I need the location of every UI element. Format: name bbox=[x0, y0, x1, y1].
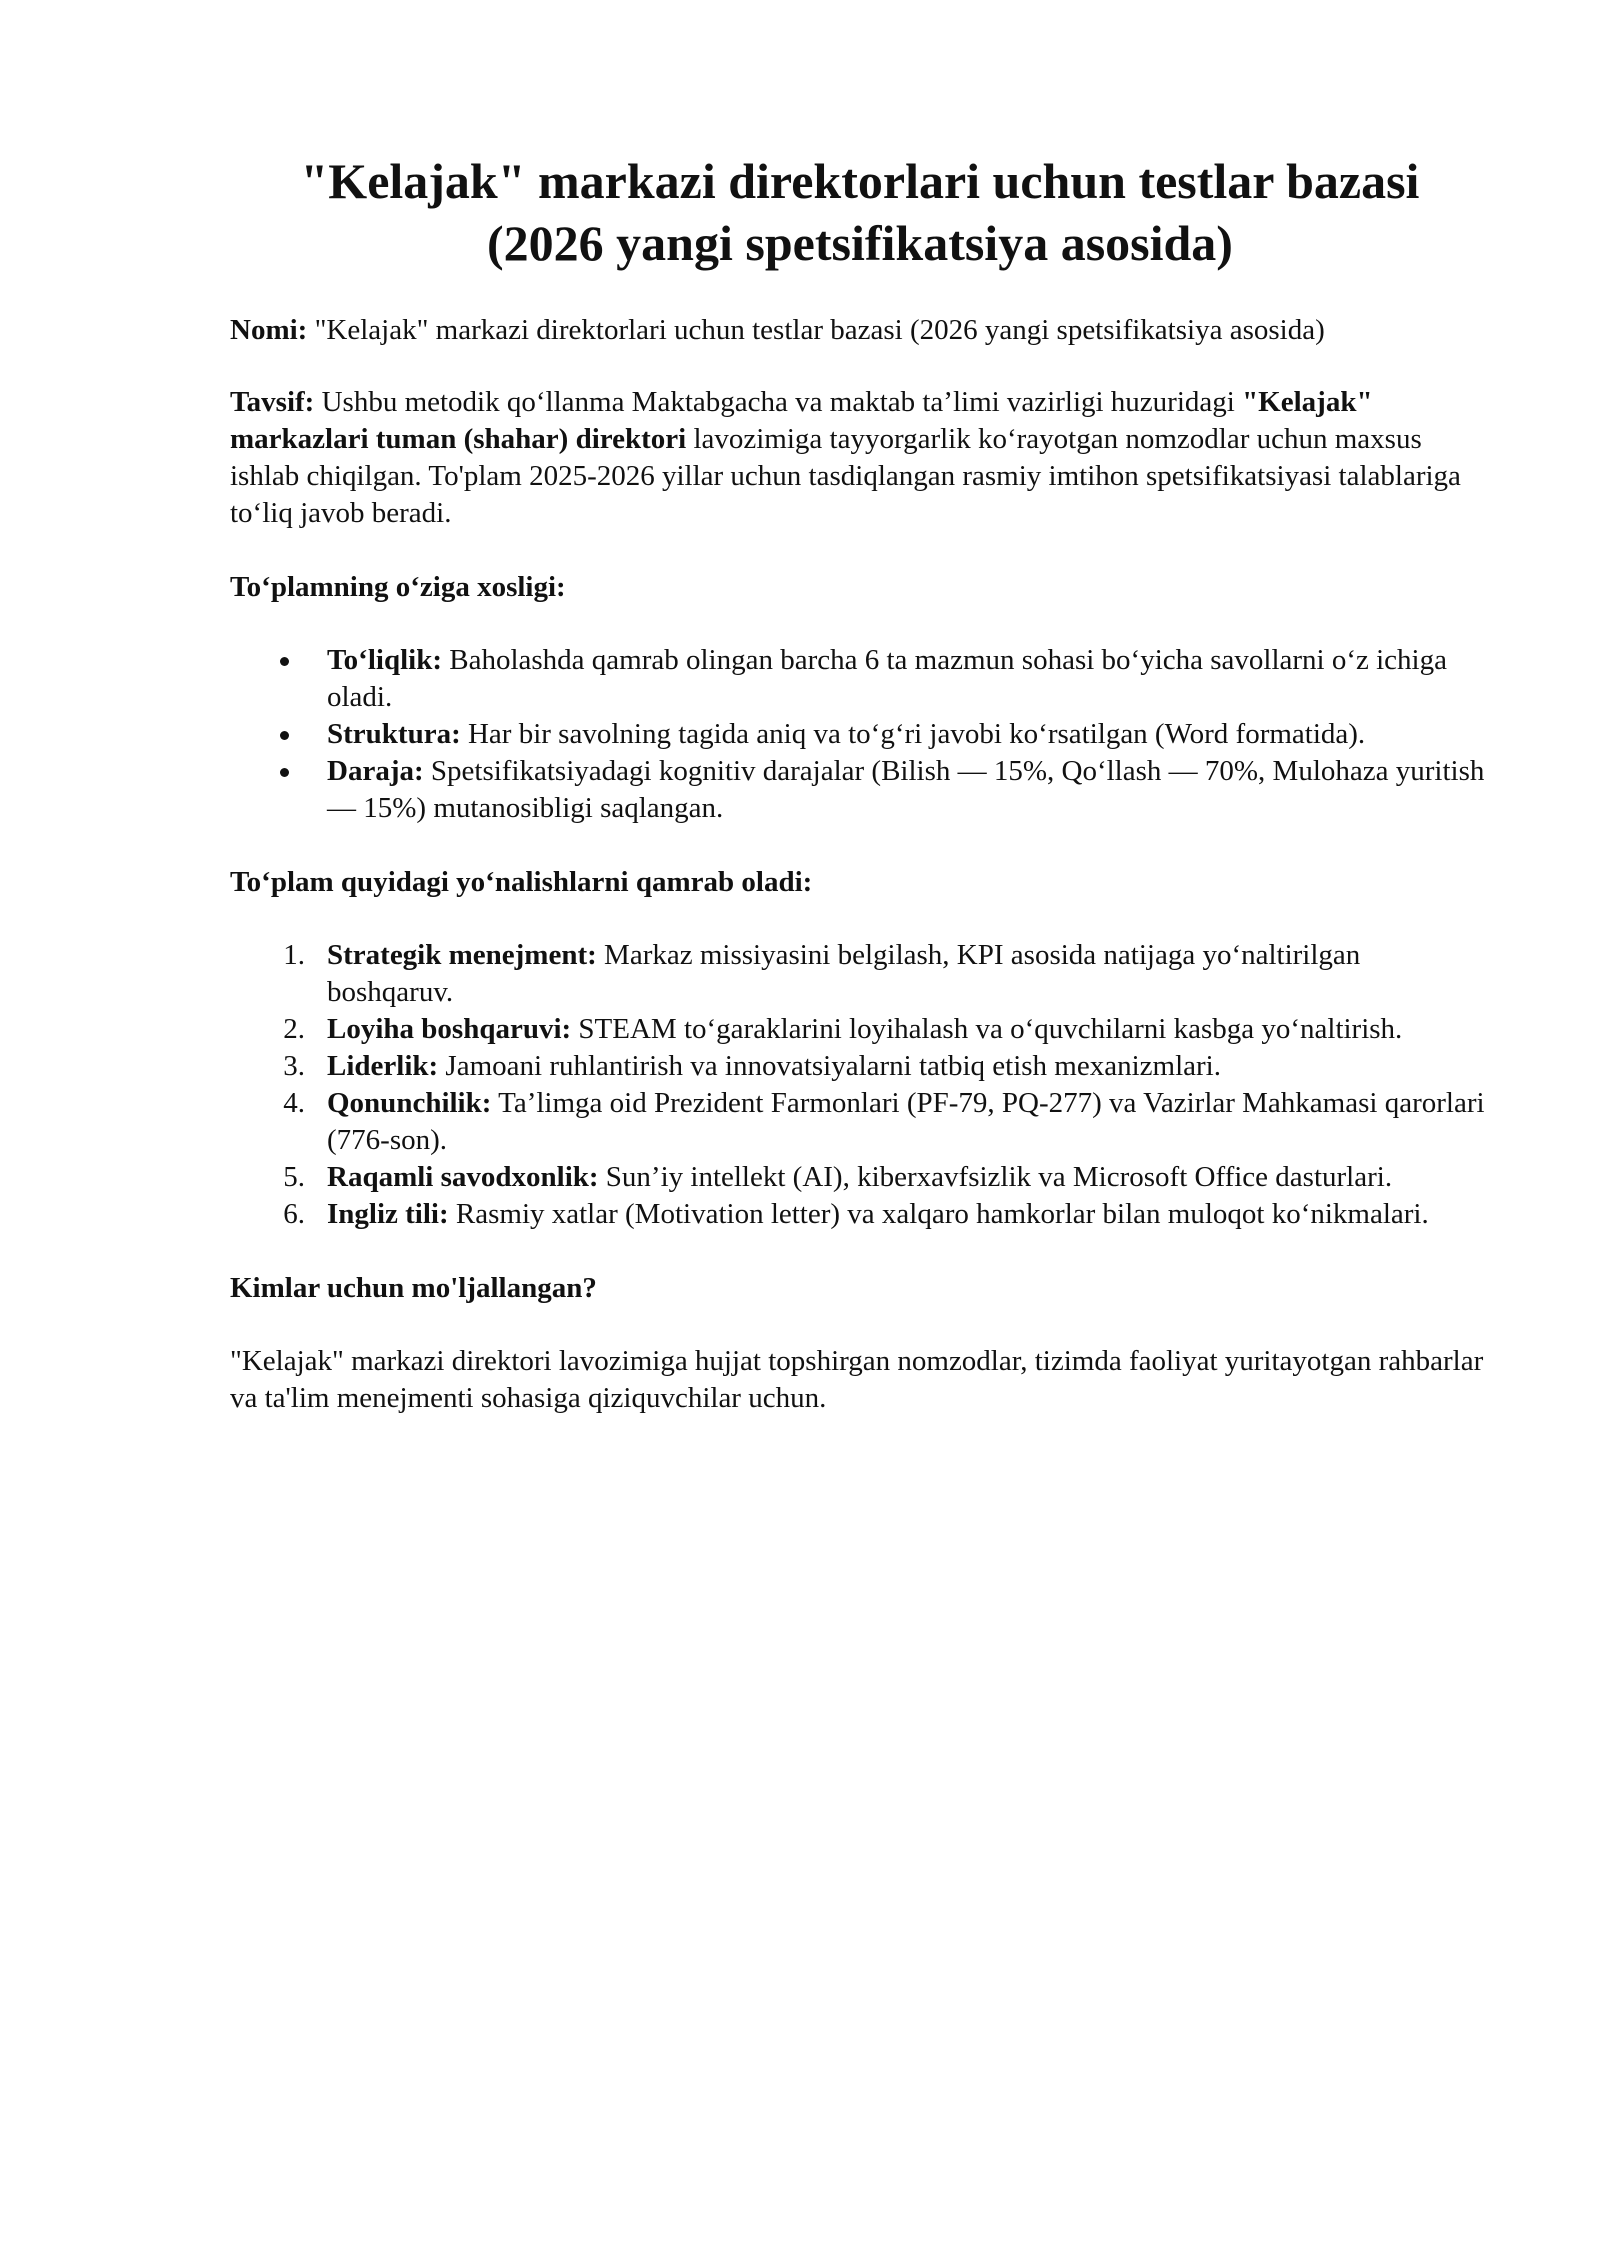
direction-label: Loyiha boshqaruvi: bbox=[327, 1013, 572, 1045]
list-number: 6. bbox=[283, 1198, 305, 1230]
document-title bbox=[230, 150, 1490, 274]
features-list-item bbox=[230, 642, 1490, 716]
directions-list-item bbox=[230, 1196, 1490, 1233]
audience-heading: Kimlar uchun mo'ljallangan? bbox=[230, 1272, 597, 1304]
directions-list bbox=[230, 937, 1490, 1233]
list-number: 3. bbox=[283, 1050, 305, 1082]
directions-list-item bbox=[230, 1048, 1490, 1085]
document-page bbox=[230, 150, 1490, 1417]
feature-label: Struktura: bbox=[327, 718, 461, 750]
direction-text: Jamoani ruhlantirish va innovatsiyalarni tatbiq etish mexanizmlari. bbox=[438, 1050, 1221, 1082]
title-line-1: "Kelajak" markazi direktorlari uchun testlar bazasi bbox=[300, 153, 1420, 209]
direction-label: Liderlik: bbox=[327, 1050, 439, 1082]
direction-text: Markaz missiyasini belgilash, KPI asosida natijaga yo‘naltirilgan boshqaruv. bbox=[327, 939, 1361, 1008]
tavsif-text-before: Ushbu metodik qo‘llanma Maktabgacha va maktab ta’limi vazirligi huzuridagi bbox=[314, 386, 1243, 418]
direction-text: STEAM to‘garaklarini loyihalash va o‘quvchilarni kasbga yo‘naltirish. bbox=[571, 1013, 1403, 1045]
tavsif-label: Tavsif: bbox=[230, 386, 315, 418]
bullet-icon bbox=[280, 768, 289, 777]
direction-text: Sun’iy intellekt (AI), kiberxavfsizlik va Microsoft Office dasturlari. bbox=[598, 1161, 1393, 1193]
nomi-paragraph bbox=[230, 312, 1490, 349]
feature-text: Baholashda qamrab olingan barcha 6 ta mazmun sohasi bo‘yicha savollarni o‘z ichiga oladi. bbox=[327, 644, 1447, 713]
directions-list-item bbox=[230, 937, 1490, 1011]
directions-list-item bbox=[230, 1159, 1490, 1196]
direction-label: Qonunchilik: bbox=[327, 1087, 492, 1119]
nomi-text: "Kelajak" markazi direktorlari uchun testlar bazasi (2026 yangi spetsifikatsiya asosida) bbox=[307, 314, 1325, 346]
directions-list-item bbox=[230, 1085, 1490, 1159]
bullet-icon bbox=[280, 731, 289, 740]
tavsif-bold-part: "Kelajak" markazlari tuman (shahar) direktori bbox=[230, 386, 1373, 455]
audience-text: "Kelajak" markazi direktori lavozimiga hujjat topshirgan nomzodlar, tizimda faoliyat yuritayotgan rahbarlar va ta'lim menejmenti sohasiga qiziquvchilar uchun. bbox=[230, 1345, 1484, 1414]
directions-heading: To‘plam quyidagi yo‘nalishlarni qamrab oladi: bbox=[230, 866, 813, 898]
bullet-icon bbox=[280, 657, 289, 666]
direction-text: Ta’limga oid Prezident Farmonlari (PF-79, PQ-277) va Vazirlar Mahkamasi qarorlari (776-son). bbox=[327, 1087, 1485, 1156]
features-list bbox=[230, 642, 1490, 827]
feature-label: To‘liqlik: bbox=[327, 644, 442, 676]
features-list-item bbox=[230, 753, 1490, 827]
tavsif-text-after: lavozimiga tayyorgarlik ko‘rayotgan nomzodlar uchun maxsus ishlab chiqilgan. To'plam 2025-2026 yillar uchun tasdiqlangan rasmiy imtihon spetsifikatsiyasi talablariga to‘liq javob beradi. bbox=[230, 423, 1461, 529]
title-line-2: (2026 yangi spetsifikatsiya asosida) bbox=[487, 215, 1233, 271]
feature-text: Spetsifikatsiyadagi kognitiv darajalar (Bilish — 15%, Qo‘llash — 70%, Mulohaza yuritish — 15%) mutanosibligi saqlangan. bbox=[327, 755, 1485, 824]
nomi-label: Nomi: bbox=[230, 314, 308, 346]
feature-text: Har bir savolning tagida aniq va to‘g‘ri javobi ko‘rsatilgan (Word formatida). bbox=[460, 718, 1366, 750]
list-number: 2. bbox=[283, 1013, 305, 1045]
direction-label: Raqamli savodxonlik: bbox=[327, 1161, 599, 1193]
features-list-item bbox=[230, 716, 1490, 753]
list-number: 4. bbox=[283, 1087, 305, 1119]
features-heading: To‘plamning o‘ziga xosligi: bbox=[230, 571, 566, 603]
direction-label: Strategik menejment: bbox=[327, 939, 597, 971]
direction-text: Rasmiy xatlar (Motivation letter) va xalqaro hamkorlar bilan muloqot ko‘nikmalari. bbox=[448, 1198, 1429, 1230]
feature-label: Daraja: bbox=[327, 755, 424, 787]
direction-label: Ingliz tili: bbox=[327, 1198, 449, 1230]
list-number: 1. bbox=[283, 939, 305, 971]
tavsif-paragraph bbox=[230, 384, 1490, 532]
list-number: 5. bbox=[283, 1161, 305, 1193]
directions-list-item bbox=[230, 1011, 1490, 1048]
